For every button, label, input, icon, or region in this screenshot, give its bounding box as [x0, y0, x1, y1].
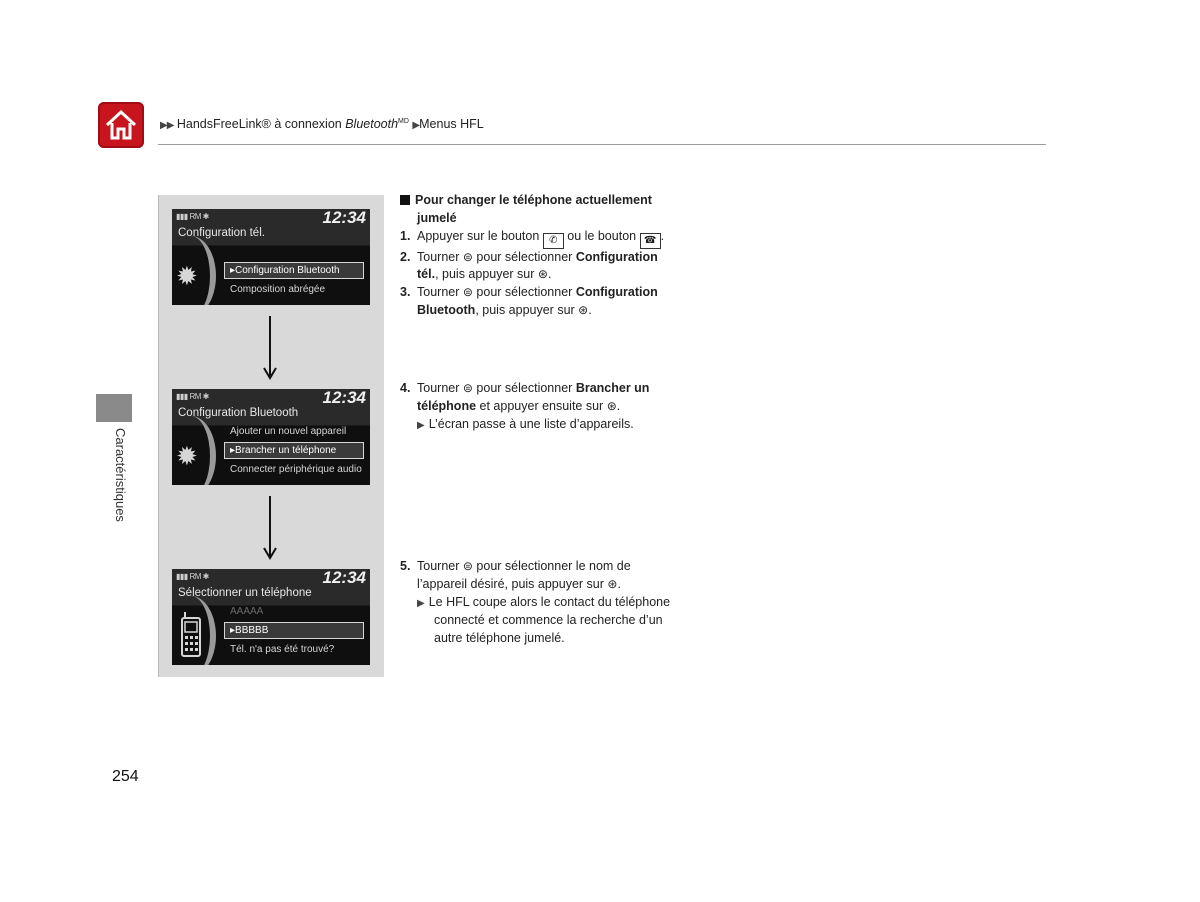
step-5-cont: l’appareil désiré, puis appuyer sur ⊛.: [417, 576, 621, 591]
step-2-cont: tél., puis appuyer sur ⊛.: [417, 267, 552, 282]
breadcrumb-item[interactable]: HandsFreeLink® à connexion: [176, 117, 346, 131]
breadcrumb: [160, 117, 484, 131]
instructions-block-3: [400, 558, 690, 648]
selector-knob-icon: ⊜: [462, 285, 473, 300]
gear-icon: ✹: [176, 261, 198, 291]
menu-item[interactable]: ▸Brancher un téléphone: [224, 442, 364, 459]
press-knob-icon: ⊛: [607, 576, 618, 591]
section-heading-cont: jumelé: [417, 210, 457, 225]
arrow-right-icon: ▶: [417, 597, 425, 609]
selector-knob-icon: ⊜: [462, 381, 473, 395]
header-divider: [158, 144, 1046, 145]
talk-button-icon: ☎: [640, 233, 661, 249]
press-knob-icon: ⊛: [578, 302, 589, 317]
menu-item[interactable]: Tél. n'a pas été trouvé?: [230, 644, 335, 655]
screen-title: Configuration tél.: [178, 227, 265, 239]
signal-status-icon: ▮▮▮ RM ✱: [176, 392, 209, 401]
menu-item[interactable]: Ajouter un nouvel appareil: [230, 426, 347, 437]
menu-item[interactable]: Composition abrégée: [230, 284, 326, 295]
display-screen-2: [172, 389, 370, 485]
section-heading: Pour changer le téléphone actuellement: [400, 192, 690, 210]
step-3-cont: Bluetooth, puis appuyer sur ⊛.: [417, 302, 592, 317]
menu-item[interactable]: ▸BBBBB: [224, 622, 364, 639]
arrow-right-icon: ▶: [417, 419, 425, 431]
instructions-block-2: [400, 380, 690, 434]
screen-title: Sélectionner un téléphone: [178, 587, 312, 599]
chevron-right-icon: ▶: [412, 120, 420, 131]
step-4-cont: téléphone et appuyer ensuite sur ⊛.: [417, 398, 621, 413]
instructions-block-1: [400, 192, 690, 320]
display-screen-1: [172, 209, 370, 305]
press-knob-icon: ⊛: [537, 267, 548, 282]
breadcrumb-sup: MD: [398, 117, 409, 125]
menu-item[interactable]: ▸Configuration Bluetooth: [224, 262, 364, 279]
press-knob-icon: ⊛: [606, 398, 617, 413]
signal-status-icon: ▮▮▮ RM ✱: [176, 212, 209, 221]
menu-item[interactable]: AAAAA: [230, 606, 264, 617]
display-screen-3: [172, 569, 370, 665]
screen-title: Configuration Bluetooth: [178, 407, 299, 419]
breadcrumb-item-italic[interactable]: Bluetooth: [345, 117, 399, 131]
step-5-note: ▶ Le HFL coupe alors le contact du téléphone: [417, 594, 671, 609]
signal-status-icon: ▮▮▮ RM ✱: [176, 572, 209, 581]
breadcrumb-item[interactable]: Menus HFL: [419, 117, 484, 131]
step-1: 1. Appuyer sur le bouton ✆ ou le bouton ☎ .: [400, 228, 690, 249]
clock: 12:34: [322, 569, 366, 587]
phone-button-icon: ✆: [543, 233, 564, 249]
clock: 12:34: [322, 389, 366, 407]
chapter-label: Caractéristiques: [113, 428, 128, 522]
step-3: 3. Tourner ⊜ pour sélectionner Configuration: [400, 285, 658, 300]
arrow-down-icon: [262, 496, 278, 560]
gear-icon: ✹: [176, 441, 198, 471]
step-4: 4. Tourner ⊜ pour sélectionner Brancher un: [400, 381, 650, 395]
clock: 12:34: [322, 209, 366, 227]
menu-item[interactable]: Connecter périphérique audio: [230, 464, 362, 475]
selector-knob-icon: ⊜: [462, 559, 473, 573]
step-5-note-cont: connecté et commence la recherche d’un: [434, 613, 663, 628]
step-2: 2. Tourner ⊜ pour sélectionner Configuration: [400, 249, 658, 264]
chapter-tab[interactable]: [96, 394, 132, 422]
home-button[interactable]: [98, 102, 144, 148]
arrow-down-icon: [262, 316, 278, 380]
step-5-note-cont: autre téléphone jumelé.: [434, 631, 565, 646]
step-4-note: ▶ L’écran passe à une liste d’appareils.: [417, 416, 634, 431]
selector-knob-icon: ⊜: [462, 249, 473, 264]
chevron-right-icon: ▶▶: [160, 120, 174, 131]
phone-icon: [180, 612, 202, 658]
step-5: 5. Tourner ⊜ pour sélectionner le nom de: [400, 559, 631, 573]
page-number: 254: [112, 768, 139, 785]
home-icon: [104, 108, 138, 142]
